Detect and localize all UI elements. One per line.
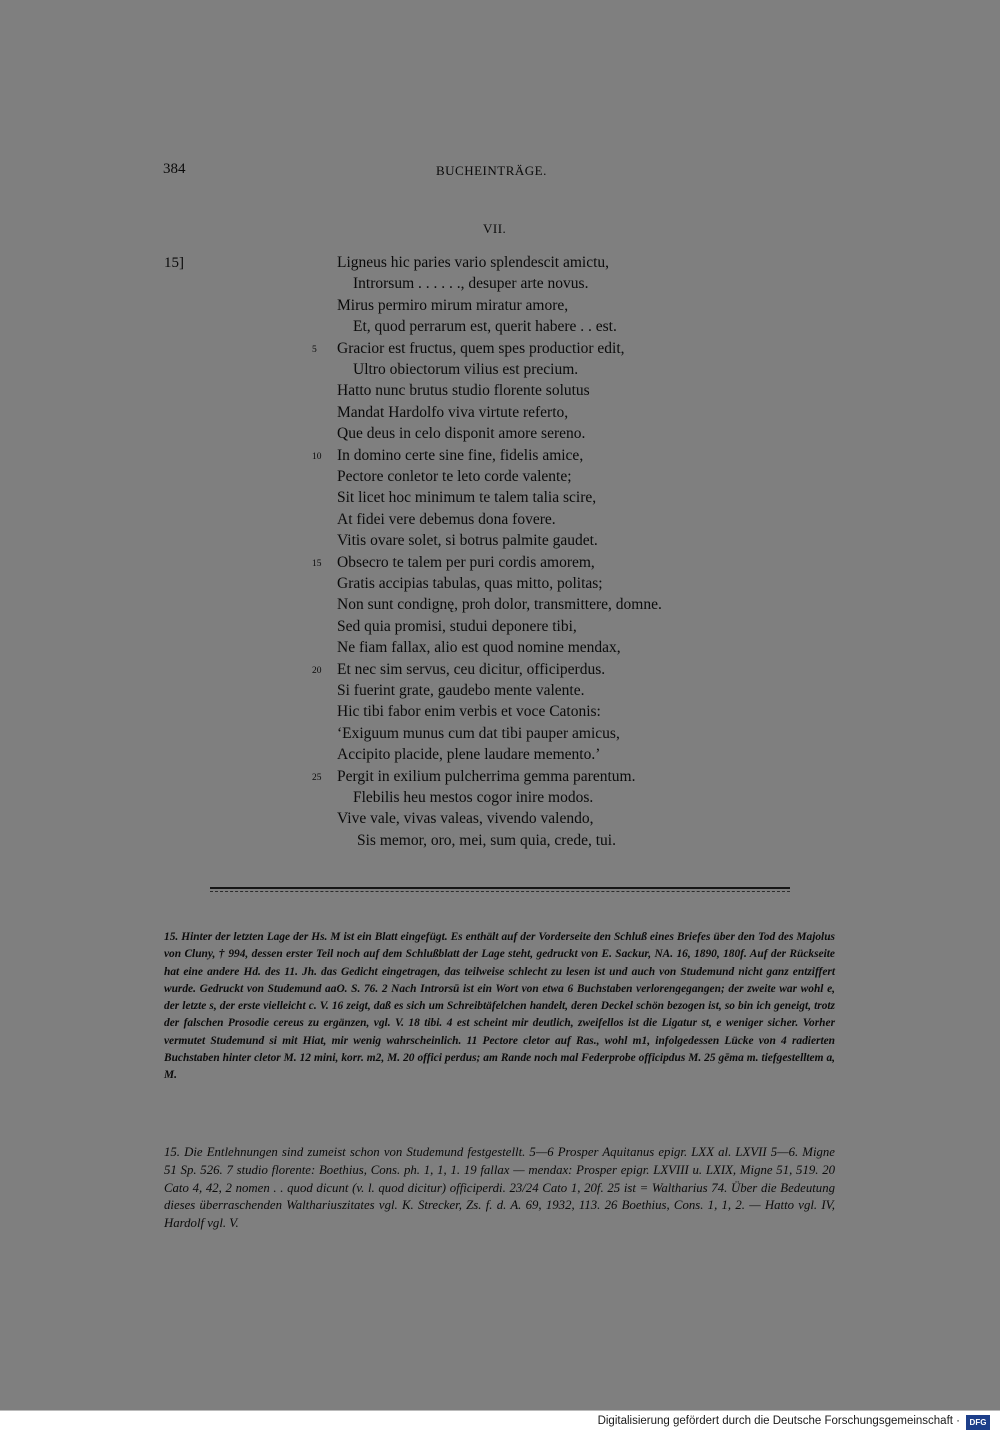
poem-line — [0, 318, 1000, 339]
poem-line — [0, 340, 1000, 361]
sources-note: 15. Die Entlehnungen sind zumeist schon von Studemund festgestellt. 5—6 Prosper Aquitanus epigr. LXX al. LXVII 5—6. Migne 51 Sp. 526. 7 studio florente: Boethius, Cons. ph. 1, 1, 1. 19 fallax — mendax: Prosper epigr. LXVIII u. LXIX, Migne 51, 519. 20 Cato 4, 42, 2 nomen . . quod dicunt (v. l. quod dicitur) officiperdi. 23/24 Cato 1, 20f. 25 ist = Waltharius 74. Über die Bedeutung dieses überraschenden Walthariuszitates vgl. K. Strecker, Zs. f. d. A. 69, 1932, 113. 26 Boethius, Cons. 1, 1, 2. — Hatto vgl. IV, Hardolf vgl. V. — [164, 1145, 835, 1231]
line-number: 25 — [312, 772, 322, 783]
verse-text: Pectore conletor te leto corde valente; — [337, 468, 572, 485]
verse-text: Gratis accipias tabulas, quas mitto, politas; — [337, 575, 603, 592]
section-heading: VII. — [483, 221, 507, 236]
poem-line — [0, 404, 1000, 425]
divider-rule-secondary — [210, 891, 790, 892]
footer-bar — [0, 1410, 1000, 1435]
poem-line — [0, 297, 1000, 318]
verse-text: Vive vale, vivas valeas, vivendo valendo, — [337, 810, 594, 828]
divider-rule — [210, 887, 790, 889]
verse-text: Flebilis heu mestos cogor inire modos. — [353, 789, 594, 806]
verse-text: Accipito placide, plene laudare memento.’ — [337, 746, 601, 764]
verse-text: Pergit in exilium pulcherrima gemma parentum. — [337, 767, 636, 785]
running-title: BUCHEINTRÄGE. — [436, 163, 547, 178]
poem-line — [0, 618, 1000, 639]
verse-text: Et, quod perrarum est, querit habere . . est. — [353, 318, 617, 336]
item-reference: 15] — [164, 255, 184, 271]
verse-text: Ultro obiectorum vilius est precium. — [353, 361, 579, 378]
verse-text: Hic tibi fabor enim verbis et voce Catonis: — [337, 703, 601, 721]
line-number: 20 — [312, 665, 322, 676]
poem-line — [0, 489, 1000, 510]
verse-text: Sed quia promisi, studui deponere tibi, — [337, 617, 577, 635]
verse-text: Que deus in celo disponit amore sereno. — [337, 425, 586, 443]
verse-text: Introrsum . . . . . ., desuper arte novus. — [353, 275, 589, 293]
verse-text: At fidei vere debemus dona fovere. — [337, 510, 556, 528]
poem-line — [0, 810, 1000, 831]
verse-text: Mandat Hardolfo viva virtute referto, — [337, 403, 569, 421]
poem-line — [0, 725, 1000, 746]
verse-text: Si fuerint grate, gaudebo mente valente. — [337, 682, 585, 699]
poem-line — [0, 425, 1000, 446]
verse-text: Sis memor, oro, mei, sum quia, crede, tui. — [357, 831, 616, 849]
line-number: 10 — [312, 451, 322, 462]
poem-line — [0, 532, 1000, 553]
dfg-logo[interactable]: DFG — [966, 1415, 990, 1430]
verse-text: ‘Exiguum munus cum dat tibi pauper amicus, — [337, 724, 620, 742]
poem-line — [0, 661, 1000, 682]
verse-text: Ne fiam fallax, alio est quod nomine mendax, — [337, 639, 621, 657]
poem-line — [0, 703, 1000, 724]
verse-text: Vitis ovare solet, si botrus palmite gaudet. — [337, 532, 598, 550]
verse-text: In domino certe sine fine, fidelis amice, — [337, 446, 584, 464]
poem-line — [0, 575, 1000, 596]
poem-line — [0, 468, 1000, 489]
poem-line — [0, 361, 1000, 382]
apparatus-note: 15. Hinter der letzten Lage der Hs. M ist ein Blatt eingefügt. Es enthält auf der Vorderseite den Schluß eines Briefes über den Tod des Majolus von Cluny, † 994, dessen erster Teil noch auf dem Schlußblatt der Lage steht, gedruckt von E. Sackur, NA. 16, 1890, 180f. Auf der Rückseite hat eine andere Hd. des 11. Jh. das Gedicht eingetragen, das teilweise schlecht zu lesen ist und auch von Studemund nicht ganz entziffert wurde. Gedruckt von Studemund aaO. S. 76. 2 Nach Introrsū ist ein Wort von etwa 6 Buchstaben verlorengegangen; der zweite war wohl e, der letzte s, der erste vielleicht c. V. 16 zeigt, daß es sich um Schreibtäfelchen handelt, deren Deckel schön bezogen ist, so bin ich geneigt, trotz der falschen Prosodie cereus zu ergänzen, vgl. V. 18 tibi. 4 est scheint mir deutlich, zweifellos ist die Ligatur st, e weniger sicher. Vorher vermutet Studemund si mit Hiat, mir wenig wahrscheinlich. 11 Pectore cletor auf Ras., wohl m1, infolgedessen Lücke von 4 radierten Buchstaben hinter cletor M. 12 mini, korr. m2, M. 20 offici perdus; am Rande noch mal Federprobe officipdus M. 25 gēma m. tiefgestelltem a, M. — [164, 931, 835, 1082]
poem-line — [0, 639, 1000, 660]
verse-text: Gracior est fructus, quem spes productior edit, — [337, 339, 625, 357]
line-number: 5 — [312, 344, 317, 355]
poem-line — [0, 382, 1000, 403]
poem-line — [0, 554, 1000, 575]
line-number: 15 — [312, 558, 322, 569]
poem-line — [0, 746, 1000, 767]
verse-text: Sit licet hoc minimum te talem talia scire, — [337, 489, 597, 507]
verse-text: Et nec sim servus, ceu dicitur, officiperdus. — [337, 660, 606, 678]
poem-line — [0, 596, 1000, 617]
poem-line — [0, 275, 1000, 296]
verse-text: Obsecro te talem per puri cordis amorem, — [337, 553, 595, 571]
verse-text: Ligneus hic paries vario splendescit amictu, — [337, 254, 610, 271]
poem-line — [0, 682, 1000, 703]
poem-line — [0, 768, 1000, 789]
poem-line — [0, 254, 1000, 275]
verse-text: Hatto nunc brutus studio florente solutus — [337, 382, 590, 400]
poem-line — [0, 832, 1000, 853]
poem-line — [0, 511, 1000, 532]
page-number: 384 — [163, 161, 186, 177]
funding-notice: Digitalisierung gefördert durch die Deutsche Forschungsgemeinschaft · — [597, 1415, 960, 1427]
verse-text: Non sunt condignę, proh dolor, transmittere, domne. — [337, 596, 662, 614]
poem-line — [0, 789, 1000, 810]
poem-line — [0, 447, 1000, 468]
verse-text: Mirus permiro mirum miratur amore, — [337, 296, 569, 314]
